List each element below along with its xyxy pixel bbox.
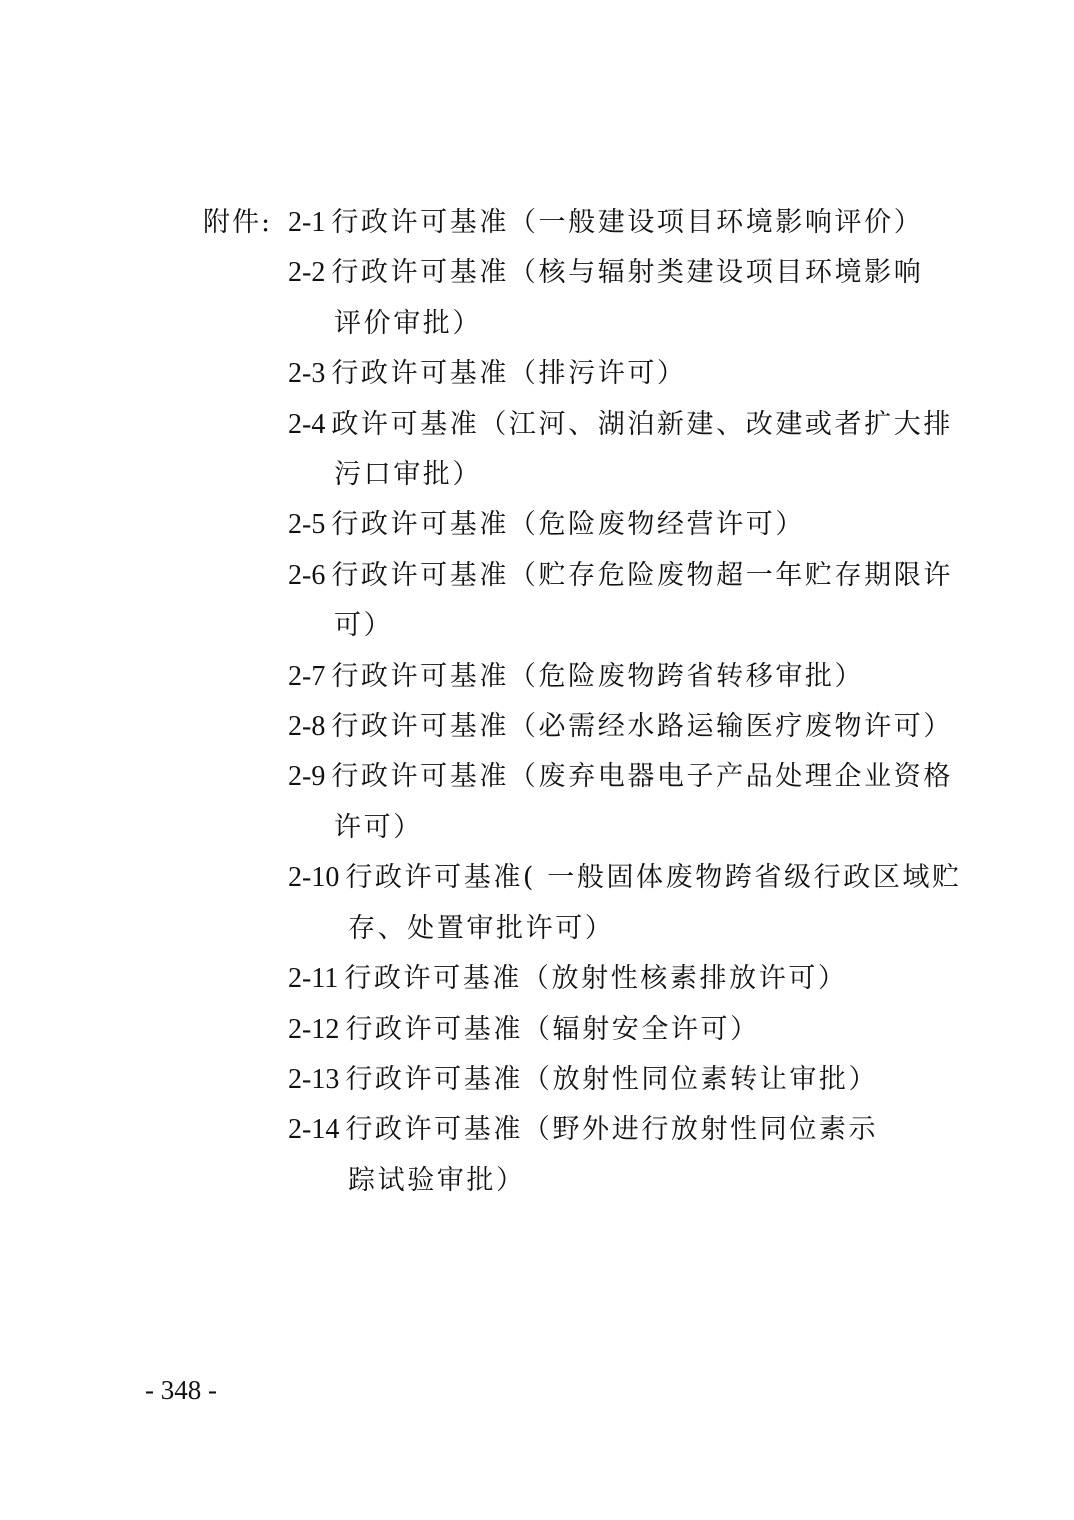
attachment-item-continuation: 许可） xyxy=(334,811,423,843)
attachment-item xyxy=(288,400,958,501)
attachment-item-number: 2-12 xyxy=(288,1013,340,1045)
attachment-item-title: 行政许可基准（放射性同位素转让审批） xyxy=(345,1063,879,1095)
attachment-item-continuation: 污口审批） xyxy=(334,459,482,491)
attachment-item xyxy=(288,954,958,1004)
attachment-item-number: 2-7 xyxy=(288,660,326,692)
attachment-item-title: 政许可基准（江河、湖泊新建、改建或者扩大排 xyxy=(331,408,953,440)
page-number: - 348 - xyxy=(145,1375,217,1405)
attachment-item-title: 行政许可基准（野外进行放射性同位素示 xyxy=(345,1114,879,1146)
attachment-item-number: 2-9 xyxy=(288,761,326,793)
attachment-item xyxy=(288,198,958,248)
attachment-item xyxy=(288,349,958,399)
attachment-item-title: 行政许可基准（危险废物跨省转移审批） xyxy=(331,660,865,692)
attachment-item-number: 2-8 xyxy=(288,711,326,743)
attachment-item-number: 2-4 xyxy=(288,408,326,440)
attachment-item-continuation: 存、处置审批许可） xyxy=(348,912,615,944)
attachment-item xyxy=(288,1055,958,1105)
attachment-item-title: 行政许可基准（辐射安全许可） xyxy=(345,1013,760,1045)
attachment-item-number: 2-13 xyxy=(288,1063,340,1095)
attachment-item-continuation: 可） xyxy=(334,610,394,642)
attachment-item-number: 2-6 xyxy=(288,559,326,591)
attachment-item-number: 2-3 xyxy=(288,358,326,390)
attachment-item xyxy=(288,248,958,349)
attachment-item xyxy=(288,752,958,853)
attachment-item-number: 2-14 xyxy=(288,1114,340,1146)
attachment-item-title: 行政许可基准（危险废物经营许可） xyxy=(331,509,805,541)
attachment-item xyxy=(288,551,958,652)
attachment-item xyxy=(288,853,962,954)
attachment-item-continuation: 评价审批） xyxy=(334,307,482,339)
attachment-item xyxy=(288,1005,958,1055)
attachment-item-number: 2-11 xyxy=(288,963,339,995)
attachment-item-number: 2-5 xyxy=(288,509,326,541)
attachment-item-continuation: 踪试验审批） xyxy=(348,1164,526,1196)
attachment-label: 附件: xyxy=(203,207,273,238)
attachment-item-title: 行政许可基准（必需经水路运输医疗废物许可） xyxy=(331,711,953,743)
attachment-item-title: 行政许可基准（核与辐射类建设项目环境影响 xyxy=(331,257,924,289)
attachment-item xyxy=(288,702,958,752)
attachment-list xyxy=(288,198,962,1206)
attachment-item-number: 2-2 xyxy=(288,257,326,289)
attachment-item-title: 行政许可基准（废弃电器电子产品处理企业资格 xyxy=(331,761,953,793)
attachment-item-number: 2-10 xyxy=(288,862,340,894)
attachment-item-title: 行政许可基准（一般建设项目环境影响评价） xyxy=(331,207,924,238)
attachment-item-title: 行政许可基准( 一般固体废物跨省级行政区域贮 xyxy=(345,862,962,894)
attachment-item xyxy=(288,652,958,702)
attachment-item-title: 行政许可基准（放射性核素排放许可） xyxy=(344,963,848,995)
attachment-item-title: 行政许可基准（排污许可） xyxy=(331,358,687,390)
attachment-item-title: 行政许可基准（贮存危险废物超一年贮存期限许 xyxy=(331,559,953,591)
attachment-item-number: 2-1 xyxy=(288,207,326,238)
attachment-item xyxy=(288,1105,958,1206)
attachment-item xyxy=(288,500,958,550)
